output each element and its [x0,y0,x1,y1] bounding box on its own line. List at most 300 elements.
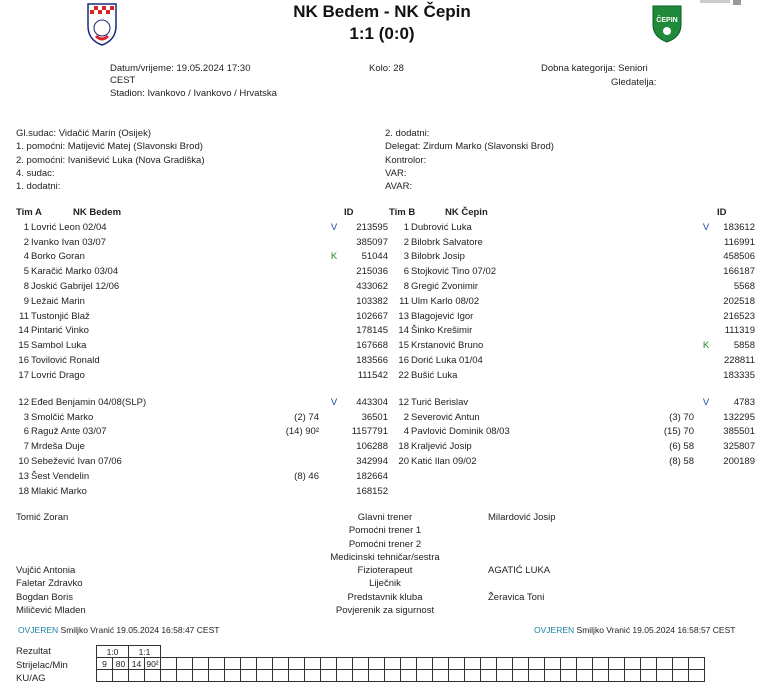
player-name: Dubrović Luka [411,221,472,233]
player-row [389,309,757,324]
score-grid-cell [161,658,177,670]
player-name: Tustonjić Blaž [31,310,90,322]
player-name: Blagojević Igor [411,310,474,322]
team-a-label: Tim A [16,207,42,218]
player-row [16,235,390,250]
player-name: Bilobrk Josip [411,251,465,263]
score-grid-cell [513,658,529,670]
player-sub-info [231,484,321,499]
player-sub-info [231,368,321,383]
player-id: 213595 [356,221,388,233]
score-grid-cell [497,658,513,670]
team-a-id-header: ID [344,207,354,218]
player-sub-info [624,220,696,235]
footer-labels [16,645,68,686]
player-number: 12 [398,396,409,408]
player-mark [696,425,716,440]
player-name: Severović Antun [411,411,480,423]
player-id: 5858 [733,340,755,352]
score-grid-cell [401,670,417,682]
score-grid-cell [609,670,625,682]
player-mark [321,353,347,368]
official-var: VAR: [385,167,407,179]
score-grid-cell [241,658,257,670]
staff-a-head-coach: Tomić Zoran [16,512,69,523]
player-id: 228811 [724,355,755,367]
player-number: 12 [18,396,29,408]
player-sub-info [231,454,321,469]
player-mark [696,250,716,265]
official-avar: AVAR: [385,181,413,193]
score-grid-cell: 1:1 [129,646,161,658]
player-number: 6 [403,266,409,278]
staff-b-head-coach: Milardović Josip [488,512,556,523]
player-number: 20 [398,456,409,468]
player-name: Karačić Marko 03/04 [31,266,119,278]
player-sub-info [231,395,321,410]
score-grid-cell [161,670,177,682]
player-mark [321,324,347,339]
score-grid-cell [481,670,497,682]
player-name: Stojković Tino 07/02 [411,266,497,278]
player-mark [321,469,347,484]
player-id: 132295 [723,411,755,423]
score-grid-cell [385,646,417,658]
score-grid-cell [433,670,449,682]
score-grid-cell [449,658,465,670]
player-row [16,484,390,499]
label-scorer: Strijelac/Min [16,659,68,671]
player-number: 7 [23,441,29,453]
score-grid-cell [529,670,545,682]
player-mark [696,264,716,279]
player-sub-info [624,250,696,265]
player-id: 166187 [723,266,755,278]
score-grid-cell [673,646,705,658]
staff-roles [300,511,470,617]
score-grid-cell [289,658,305,670]
staff-b-doctor [488,577,556,590]
role-assistant-1: Pomoćni trener 1 [348,525,422,537]
score-grid-cell [481,646,513,658]
player-number: 17 [18,369,29,381]
player-mark [321,410,347,425]
role-security: Povjerenik za sigurnost [335,605,435,617]
player-id: 4783 [733,396,755,408]
score-grid-cell [625,658,641,670]
player-id: 111542 [357,369,388,381]
player-sub-info [231,264,321,279]
official-controller: Kontrolor: [385,154,427,166]
score-grid-cell [529,658,545,670]
score-grid-cell [193,658,209,670]
score-grid-cell [273,658,289,670]
player-row [16,309,390,324]
player-row [389,425,757,440]
score-grid-cell [241,670,257,682]
score-grid-cell [129,670,145,682]
team-b-substitutes [389,395,757,469]
player-sub-info [624,235,696,250]
player-number: 13 [398,310,409,322]
player-id: 183612 [723,221,755,233]
player-sub-info [624,294,696,309]
score-grid-cell [689,658,705,670]
player-number: 18 [398,441,409,453]
score-grid-cell [353,670,369,682]
player-number: 4 [403,426,409,438]
player-id: 36501 [361,411,388,423]
score-grid-cell [289,670,305,682]
player-mark: K [702,340,710,352]
score-grid-cell [561,658,577,670]
player-id: 178145 [356,325,388,337]
score-grid-cell [401,658,417,670]
player-mark [696,410,716,425]
player-mark [696,235,716,250]
player-mark [321,454,347,469]
player-mark [696,368,716,383]
player-name: Dorić Luka 01/04 [411,355,483,367]
score-grid-cell [321,658,337,670]
player-name: Ivanko Ivan 03/07 [31,236,106,248]
player-sub-info [231,324,321,339]
score-grid-cell [385,670,401,682]
score-grid-cell [305,670,321,682]
player-name: Turić Berislav [411,396,469,408]
player-row [16,425,390,440]
score-grid-cell [321,670,337,682]
player-id: 215036 [356,266,388,278]
role-physio: Fizioterapeut [357,565,413,577]
player-name: Ležaić Marin [31,295,85,307]
official-delegate: Delegat: Zirdum Marko (Slavonski Brod) [385,141,554,153]
officials-right [385,127,554,193]
role-assistant-2: Pomoćni trener 2 [348,538,422,550]
player-number: 14 [18,325,29,337]
score-grid-cell [257,658,273,670]
player-number: 5 [23,266,29,278]
officials-left [16,127,205,193]
player-name: Bušić Luka [411,369,458,381]
score-grid-cell [193,646,225,658]
score-grid-cell: 14 [129,658,145,670]
player-row [389,439,757,454]
role-head-coach: Glavni trener [357,512,413,523]
team-b-name: NK Čepin [445,207,488,218]
player-number: 3 [403,251,409,263]
player-number: 15 [18,340,29,352]
team-b-starters [389,220,757,383]
score-grid-cell [353,646,385,658]
player-number: 13 [18,470,29,482]
player-row [16,410,390,425]
player-number: 1 [403,221,409,233]
player-row [389,279,757,294]
player-sub-info: (14) 90² [285,426,319,438]
player-sub-info [624,324,696,339]
player-row [16,220,390,235]
player-id: 182664 [356,470,388,482]
staff-a-doctor: Faletar Zdravko [16,578,83,590]
player-name: Gregić Zvonimir [411,281,479,293]
player-number: 2 [403,236,409,248]
score-grid-cell: 1:0 [97,646,129,658]
player-number: 22 [398,369,409,381]
score-grid-cell [145,670,161,682]
staff-b-medic [488,551,556,564]
player-name: Mlakić Marko [31,485,87,497]
player-sub-info [231,220,321,235]
player-id: 116991 [724,236,755,248]
player-row [16,353,390,368]
player-sub-info: (8) 58 [669,456,694,468]
player-name: Mrdeša Duje [31,441,85,453]
player-number: 10 [18,456,29,468]
player-sub-info: (6) 58 [669,441,694,453]
score-grid-cell [577,646,609,658]
player-id: 5568 [733,281,755,293]
player-row [16,368,390,383]
player-sub-info [231,309,321,324]
score-grid-cell [257,670,273,682]
score-grid-cell [449,646,481,658]
player-number: 9 [23,295,29,307]
official-additional-1: 1. dodatni: [16,181,61,193]
player-row [16,264,390,279]
verified-badge-b: OVJEREN [534,625,575,635]
player-name: Raguž Ante 03/07 [31,426,107,438]
match-title: NK Bedem - NK Čepin [293,2,471,21]
official-referee: Gl.sudac: Vidačić Marin (Osijek) [16,128,151,139]
score-grid-cell [337,670,353,682]
match-stadium: Stadion: Ivankovo / Ivankovo / Hrvatska [110,88,277,99]
player-number: 2 [403,411,409,423]
player-mark [321,425,347,440]
player-name: Šest Vendelin [31,470,90,482]
score-grid-cell [417,670,433,682]
score-grid-cell [385,658,401,670]
player-row [389,454,757,469]
player-sub-info: (3) 70 [669,411,694,423]
player-sub-info [624,395,696,410]
player-sub-info [624,309,696,324]
player-row [389,410,757,425]
score-grid-cell [449,670,465,682]
team-a-starters [16,220,390,383]
score-grid-cell [641,658,657,670]
player-row [389,395,757,410]
player-name: Krstanović Bruno [411,340,484,352]
match-datetime: Datum/vrijeme: 19.05.2024 17:30 [110,63,251,74]
score-grid-row [97,670,705,682]
player-row [16,294,390,309]
player-number: 8 [403,281,409,293]
player-row [389,235,757,250]
player-number: 15 [398,340,409,352]
player-name: Pintarić Vinko [31,325,89,337]
player-number: 16 [398,355,409,367]
score-grid-cell: 80 [113,658,129,670]
player-id: 202518 [723,295,755,307]
player-mark: V [702,396,710,408]
player-mark [321,235,347,250]
player-sub-info [231,439,321,454]
score-grid-cell [369,658,385,670]
player-sub-info [624,368,696,383]
score-grid-cell [657,670,673,682]
player-name: Bilobrk Salvatore [411,236,483,248]
staff-team-b [488,511,556,617]
score-grid-cell [321,646,353,658]
score-grid-cell [561,670,577,682]
player-mark: K [330,251,338,263]
verification-team-a: OVJEREN Smiljko Vranić 19.05.2024 16:58:47 CEST [18,625,220,635]
player-id: 325807 [723,441,755,453]
player-number: 11 [19,310,29,322]
player-mark [321,484,347,499]
player-name: Šinko Krešimir [411,325,473,337]
player-row [16,395,390,410]
official-additional-2: 2. dodatni: [385,128,430,139]
score-grid-cell [545,658,561,670]
score-grid-cell [273,670,289,682]
player-id: 342994 [356,456,388,468]
score-grid-cell [593,670,609,682]
player-mark: V [330,221,338,233]
score-grid-cell [369,670,385,682]
player-id: 183335 [723,369,755,381]
score-grid-cell [209,658,225,670]
player-mark [696,294,716,309]
score-grid-cell [225,670,241,682]
player-id: 443304 [356,396,388,408]
player-id: 216523 [723,310,755,322]
staff-a-security: Miličević Mladen [16,605,86,617]
player-number: 3 [23,411,29,423]
player-number: 1 [23,221,29,233]
player-sub-info [624,353,696,368]
score-grid-cell [513,646,545,658]
score-grid-cell [641,646,673,658]
player-row [16,439,390,454]
player-id: 51044 [361,251,388,263]
score-grid-cell [497,670,513,682]
label-result: Rezultat [16,646,51,657]
player-mark [321,279,347,294]
player-sub-info [624,338,696,353]
player-name: Katić Ilan 09/02 [411,456,477,468]
svg-text:ČEPIN: ČEPIN [656,17,678,24]
player-name: Lovrić Leon 02/04 [31,221,107,233]
player-name: Pavlović Dominik 08/03 [411,426,510,438]
score-grid-cell: 9 [97,658,113,670]
player-mark [321,368,347,383]
player-row [16,338,390,353]
score-grid-cell [257,646,289,658]
score-grid-cell [465,670,481,682]
staff-a-representative: Bogdan Boris [16,591,74,603]
player-sub-info: (15) 70 [663,426,694,438]
player-row [16,324,390,339]
player-mark [696,324,716,339]
score-grid-cell [609,658,625,670]
player-mark: V [330,396,338,408]
score-grid-row [97,658,705,670]
match-timezone: CEST [110,75,136,86]
player-number: 6 [23,426,29,438]
player-name: Lovrić Drago [31,369,85,381]
score-grid-cell [673,670,689,682]
player-row [389,294,757,309]
player-name: Borko Goran [31,251,85,263]
player-mark [696,279,716,294]
score-grid-cell [641,670,657,682]
staff-b-assistant-1 [488,524,556,537]
player-mark [321,439,347,454]
player-row [389,250,757,265]
verified-badge-a: OVJEREN [18,625,59,635]
player-id: 102667 [356,310,388,322]
score-grid-cell [513,670,529,682]
player-id: 106288 [356,441,388,453]
player-number: 14 [398,325,409,337]
player-mark [321,309,347,324]
player-row [389,324,757,339]
score-grid-cell [577,658,593,670]
player-row [389,368,757,383]
official-assistant-2: 2. pomoćni: Ivanišević Luka (Nova Gradiška) [16,154,205,166]
team-b-id-header: ID [717,207,727,218]
player-sub-info [624,279,696,294]
player-name: Sambol Luka [31,340,87,352]
player-id: 183566 [356,355,388,367]
player-mark [696,309,716,324]
team-a-name: NK Bedem [73,207,122,218]
score-grid-cell [225,646,257,658]
player-number: 8 [23,281,29,293]
player-number: 2 [23,236,29,248]
player-row [16,454,390,469]
score-grid-cell [417,646,449,658]
score-grid-cell [625,670,641,682]
player-id: 111319 [724,325,755,337]
player-mark [321,264,347,279]
player-name: Tovilović Ronald [31,355,100,367]
staff-b-physio: AGATIĆ LUKA [488,565,551,577]
player-id: 385501 [723,426,755,438]
score-grid-cell [289,646,321,658]
score-grid-cell [673,658,689,670]
score-grid-cell [657,658,673,670]
player-row [389,220,757,235]
player-sub-info [231,338,321,353]
match-score: 1:1 (0:0) [349,24,415,43]
player-mark [321,294,347,309]
player-number: 4 [23,251,29,263]
player-sub-info [231,250,321,265]
player-mark [321,338,347,353]
staff-b-security [488,604,556,617]
role-medic: Medicinski tehničar/sestra [330,551,440,563]
player-mark [696,439,716,454]
score-grid-cell [433,658,449,670]
staff-a-assistant-1 [16,524,86,537]
staff-a-physio: Vujčić Antonia [16,565,76,577]
score-grid-cell [225,658,241,670]
player-id: 168152 [356,485,388,497]
player-name: Ulm Karlo 08/02 [411,295,480,307]
